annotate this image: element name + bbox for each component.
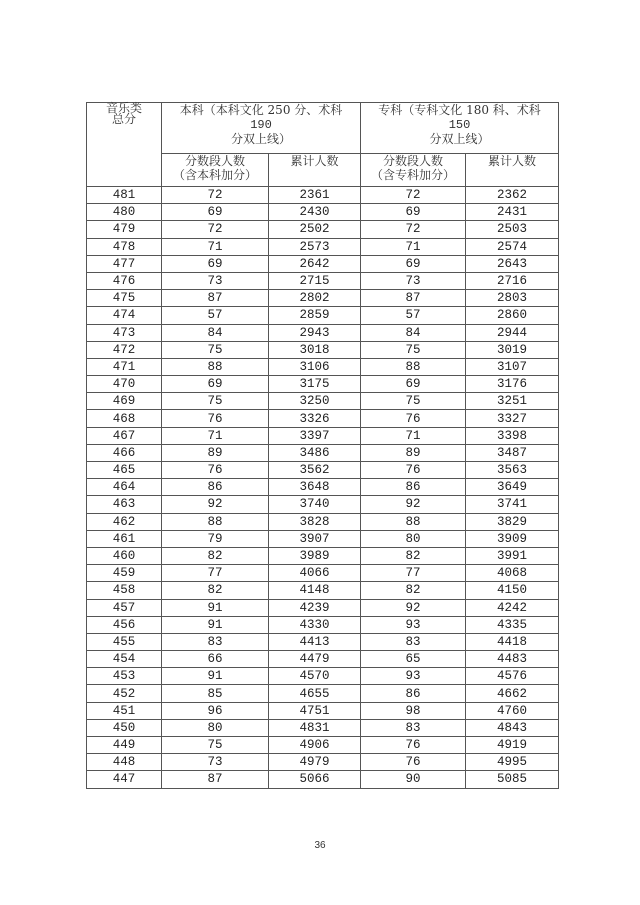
cell-zhuanke-cumulative: 4483 bbox=[466, 651, 559, 668]
cell-zhuanke-cumulative: 4662 bbox=[466, 685, 559, 702]
cell-zhuanke-count: 90 bbox=[361, 771, 466, 788]
cell-zhuanke-count: 71 bbox=[361, 238, 466, 255]
cell-benke-cumulative: 3397 bbox=[269, 427, 361, 444]
cell-benke-count: 57 bbox=[162, 307, 269, 324]
header-zhuanke-group bbox=[361, 103, 559, 154]
cell-benke-count: 91 bbox=[162, 668, 269, 685]
table-row bbox=[87, 582, 559, 599]
cell-benke-cumulative: 3326 bbox=[269, 410, 361, 427]
header-zhuanke-line3: 分双上线） bbox=[429, 132, 490, 146]
cell-zhuanke-cumulative: 3649 bbox=[466, 479, 559, 496]
table-row bbox=[87, 255, 559, 272]
cell-benke-cumulative: 4330 bbox=[269, 616, 361, 633]
header-benke-cumulative: 累计人数 bbox=[269, 154, 361, 187]
cell-total-score: 453 bbox=[87, 668, 162, 685]
score-distribution-table bbox=[86, 102, 559, 789]
table-row bbox=[87, 187, 559, 204]
cell-benke-cumulative: 4413 bbox=[269, 633, 361, 650]
cell-benke-cumulative: 3562 bbox=[269, 462, 361, 479]
cell-zhuanke-cumulative: 3107 bbox=[466, 358, 559, 375]
table-row bbox=[87, 754, 559, 771]
cell-benke-cumulative: 4239 bbox=[269, 599, 361, 616]
cell-benke-cumulative: 2642 bbox=[269, 255, 361, 272]
cell-total-score: 475 bbox=[87, 290, 162, 307]
table-row bbox=[87, 307, 559, 324]
table-row bbox=[87, 685, 559, 702]
header-benke-count-line1: 分数段人数 bbox=[184, 154, 245, 168]
cell-zhuanke-count: 86 bbox=[361, 685, 466, 702]
cell-benke-cumulative: 4570 bbox=[269, 668, 361, 685]
table-row bbox=[87, 513, 559, 530]
cell-zhuanke-count: 76 bbox=[361, 410, 466, 427]
cell-benke-count: 72 bbox=[162, 187, 269, 204]
table-row bbox=[87, 272, 559, 289]
cell-benke-cumulative: 3648 bbox=[269, 479, 361, 496]
cell-total-score: 459 bbox=[87, 565, 162, 582]
cell-total-score: 473 bbox=[87, 324, 162, 341]
cell-benke-count: 86 bbox=[162, 479, 269, 496]
cell-zhuanke-cumulative: 2643 bbox=[466, 255, 559, 272]
cell-total-score: 474 bbox=[87, 307, 162, 324]
cell-benke-count: 69 bbox=[162, 204, 269, 221]
cell-total-score: 465 bbox=[87, 462, 162, 479]
cell-zhuanke-cumulative: 2716 bbox=[466, 272, 559, 289]
cell-zhuanke-count: 57 bbox=[361, 307, 466, 324]
cell-total-score: 476 bbox=[87, 272, 162, 289]
cell-zhuanke-cumulative: 4418 bbox=[466, 633, 559, 650]
cell-zhuanke-cumulative: 4150 bbox=[466, 582, 559, 599]
table-row bbox=[87, 496, 559, 513]
cell-benke-cumulative: 3828 bbox=[269, 513, 361, 530]
table-row bbox=[87, 737, 559, 754]
cell-zhuanke-count: 72 bbox=[361, 187, 466, 204]
cell-benke-cumulative: 4831 bbox=[269, 719, 361, 736]
header-total-score-line1: 音乐类 bbox=[105, 101, 142, 115]
cell-zhuanke-count: 75 bbox=[361, 341, 466, 358]
cell-zhuanke-count: 76 bbox=[361, 462, 466, 479]
cell-zhuanke-count: 84 bbox=[361, 324, 466, 341]
cell-zhuanke-count: 69 bbox=[361, 204, 466, 221]
cell-benke-count: 75 bbox=[162, 393, 269, 410]
cell-total-score: 467 bbox=[87, 427, 162, 444]
cell-benke-cumulative: 4906 bbox=[269, 737, 361, 754]
cell-benke-cumulative: 3175 bbox=[269, 376, 361, 393]
header-zhuanke-count-line1: 分数段人数 bbox=[383, 154, 444, 168]
cell-zhuanke-count: 72 bbox=[361, 221, 466, 238]
cell-zhuanke-count: 92 bbox=[361, 599, 466, 616]
table-row bbox=[87, 565, 559, 582]
table-row bbox=[87, 410, 559, 427]
cell-total-score: 464 bbox=[87, 479, 162, 496]
table-row bbox=[87, 668, 559, 685]
cell-benke-cumulative: 5066 bbox=[269, 771, 361, 788]
cell-benke-count: 80 bbox=[162, 719, 269, 736]
cell-total-score: 472 bbox=[87, 341, 162, 358]
cell-zhuanke-count: 76 bbox=[361, 754, 466, 771]
table-row bbox=[87, 479, 559, 496]
cell-benke-count: 76 bbox=[162, 462, 269, 479]
cell-zhuanke-cumulative: 4919 bbox=[466, 737, 559, 754]
cell-benke-count: 66 bbox=[162, 651, 269, 668]
cell-benke-count: 79 bbox=[162, 530, 269, 547]
cell-benke-count: 87 bbox=[162, 290, 269, 307]
table-row bbox=[87, 530, 559, 547]
cell-zhuanke-cumulative: 3176 bbox=[466, 376, 559, 393]
cell-zhuanke-count: 75 bbox=[361, 393, 466, 410]
cell-benke-cumulative: 2502 bbox=[269, 221, 361, 238]
cell-zhuanke-count: 69 bbox=[361, 376, 466, 393]
cell-total-score: 462 bbox=[87, 513, 162, 530]
cell-zhuanke-count: 65 bbox=[361, 651, 466, 668]
cell-benke-cumulative: 4066 bbox=[269, 565, 361, 582]
cell-benke-count: 69 bbox=[162, 255, 269, 272]
header-zhuanke-line1: 专科（专科文化 180 科、术科 bbox=[378, 103, 541, 117]
cell-zhuanke-cumulative: 4335 bbox=[466, 616, 559, 633]
header-benke-line2: 190 bbox=[250, 118, 272, 132]
cell-benke-cumulative: 3989 bbox=[269, 547, 361, 564]
cell-total-score: 455 bbox=[87, 633, 162, 650]
cell-zhuanke-count: 82 bbox=[361, 547, 466, 564]
cell-total-score: 458 bbox=[87, 582, 162, 599]
cell-total-score: 468 bbox=[87, 410, 162, 427]
table-row bbox=[87, 599, 559, 616]
table-row bbox=[87, 771, 559, 788]
cell-total-score: 463 bbox=[87, 496, 162, 513]
table-body bbox=[87, 187, 559, 789]
cell-zhuanke-cumulative: 2803 bbox=[466, 290, 559, 307]
cell-zhuanke-cumulative: 2503 bbox=[466, 221, 559, 238]
cell-zhuanke-cumulative: 4068 bbox=[466, 565, 559, 582]
cell-benke-cumulative: 2430 bbox=[269, 204, 361, 221]
table-row bbox=[87, 651, 559, 668]
cell-total-score: 481 bbox=[87, 187, 162, 204]
cell-total-score: 470 bbox=[87, 376, 162, 393]
cell-total-score: 460 bbox=[87, 547, 162, 564]
cell-zhuanke-count: 98 bbox=[361, 702, 466, 719]
cell-zhuanke-count: 89 bbox=[361, 444, 466, 461]
cell-zhuanke-count: 87 bbox=[361, 290, 466, 307]
cell-benke-cumulative: 2573 bbox=[269, 238, 361, 255]
cell-benke-cumulative: 3907 bbox=[269, 530, 361, 547]
header-total-score bbox=[87, 103, 162, 187]
cell-benke-count: 77 bbox=[162, 565, 269, 582]
cell-benke-cumulative: 2361 bbox=[269, 187, 361, 204]
cell-benke-cumulative: 2859 bbox=[269, 307, 361, 324]
cell-zhuanke-cumulative: 3327 bbox=[466, 410, 559, 427]
cell-benke-cumulative: 4751 bbox=[269, 702, 361, 719]
cell-total-score: 450 bbox=[87, 719, 162, 736]
cell-total-score: 461 bbox=[87, 530, 162, 547]
cell-benke-cumulative: 3250 bbox=[269, 393, 361, 410]
cell-benke-cumulative: 4479 bbox=[269, 651, 361, 668]
cell-benke-count: 75 bbox=[162, 737, 269, 754]
table-row bbox=[87, 376, 559, 393]
cell-zhuanke-count: 83 bbox=[361, 719, 466, 736]
cell-zhuanke-cumulative: 4760 bbox=[466, 702, 559, 719]
cell-zhuanke-count: 88 bbox=[361, 358, 466, 375]
cell-zhuanke-cumulative: 3563 bbox=[466, 462, 559, 479]
cell-zhuanke-count: 69 bbox=[361, 255, 466, 272]
cell-zhuanke-cumulative: 3909 bbox=[466, 530, 559, 547]
cell-benke-count: 82 bbox=[162, 582, 269, 599]
page-number: 36 bbox=[314, 840, 326, 851]
cell-total-score: 466 bbox=[87, 444, 162, 461]
cell-benke-count: 88 bbox=[162, 513, 269, 530]
cell-total-score: 451 bbox=[87, 702, 162, 719]
header-benke-group bbox=[162, 103, 361, 154]
table-row bbox=[87, 702, 559, 719]
cell-benke-count: 85 bbox=[162, 685, 269, 702]
cell-zhuanke-cumulative: 4576 bbox=[466, 668, 559, 685]
cell-total-score: 477 bbox=[87, 255, 162, 272]
cell-zhuanke-cumulative: 4843 bbox=[466, 719, 559, 736]
cell-benke-cumulative: 2715 bbox=[269, 272, 361, 289]
cell-benke-cumulative: 3486 bbox=[269, 444, 361, 461]
cell-total-score: 448 bbox=[87, 754, 162, 771]
cell-benke-cumulative: 4979 bbox=[269, 754, 361, 771]
cell-zhuanke-count: 92 bbox=[361, 496, 466, 513]
cell-benke-cumulative: 4655 bbox=[269, 685, 361, 702]
cell-zhuanke-cumulative: 2944 bbox=[466, 324, 559, 341]
cell-zhuanke-cumulative: 2860 bbox=[466, 307, 559, 324]
cell-zhuanke-count: 73 bbox=[361, 272, 466, 289]
cell-total-score: 457 bbox=[87, 599, 162, 616]
cell-zhuanke-cumulative: 3019 bbox=[466, 341, 559, 358]
table-row bbox=[87, 719, 559, 736]
cell-benke-count: 91 bbox=[162, 616, 269, 633]
cell-benke-count: 73 bbox=[162, 754, 269, 771]
table-row bbox=[87, 238, 559, 255]
cell-zhuanke-count: 86 bbox=[361, 479, 466, 496]
cell-zhuanke-cumulative: 3487 bbox=[466, 444, 559, 461]
table-row bbox=[87, 616, 559, 633]
cell-total-score: 480 bbox=[87, 204, 162, 221]
table-row bbox=[87, 427, 559, 444]
cell-zhuanke-cumulative: 2574 bbox=[466, 238, 559, 255]
cell-benke-count: 87 bbox=[162, 771, 269, 788]
cell-zhuanke-count: 71 bbox=[361, 427, 466, 444]
cell-benke-cumulative: 2802 bbox=[269, 290, 361, 307]
cell-zhuanke-cumulative: 4242 bbox=[466, 599, 559, 616]
cell-zhuanke-cumulative: 3398 bbox=[466, 427, 559, 444]
cell-total-score: 479 bbox=[87, 221, 162, 238]
cell-zhuanke-cumulative: 3251 bbox=[466, 393, 559, 410]
header-zhuanke-line2: 150 bbox=[448, 118, 471, 132]
cell-total-score: 452 bbox=[87, 685, 162, 702]
cell-benke-count: 82 bbox=[162, 547, 269, 564]
cell-benke-count: 84 bbox=[162, 324, 269, 341]
cell-benke-count: 83 bbox=[162, 633, 269, 650]
cell-benke-count: 71 bbox=[162, 427, 269, 444]
cell-zhuanke-count: 76 bbox=[361, 737, 466, 754]
table-row bbox=[87, 290, 559, 307]
cell-benke-cumulative: 3018 bbox=[269, 341, 361, 358]
header-zhuanke-cumulative: 累计人数 bbox=[466, 154, 559, 187]
cell-benke-count: 91 bbox=[162, 599, 269, 616]
cell-benke-count: 73 bbox=[162, 272, 269, 289]
cell-zhuanke-count: 88 bbox=[361, 513, 466, 530]
cell-total-score: 469 bbox=[87, 393, 162, 410]
cell-benke-cumulative: 3740 bbox=[269, 496, 361, 513]
cell-total-score: 471 bbox=[87, 358, 162, 375]
table-row bbox=[87, 444, 559, 461]
cell-benke-count: 96 bbox=[162, 702, 269, 719]
table-row bbox=[87, 462, 559, 479]
cell-total-score: 478 bbox=[87, 238, 162, 255]
header-benke-line1: 本科（本科文化 250 分、术科 bbox=[179, 103, 343, 117]
cell-benke-cumulative: 3106 bbox=[269, 358, 361, 375]
cell-zhuanke-cumulative: 2431 bbox=[466, 204, 559, 221]
cell-zhuanke-cumulative: 3829 bbox=[466, 513, 559, 530]
cell-zhuanke-count: 83 bbox=[361, 633, 466, 650]
header-benke-count bbox=[162, 154, 269, 187]
header-benke-line3: 分双上线） bbox=[231, 132, 292, 146]
table-row bbox=[87, 633, 559, 650]
cell-total-score: 456 bbox=[87, 616, 162, 633]
table-row bbox=[87, 358, 559, 375]
cell-zhuanke-count: 93 bbox=[361, 668, 466, 685]
cell-zhuanke-count: 93 bbox=[361, 616, 466, 633]
cell-total-score: 454 bbox=[87, 651, 162, 668]
cell-zhuanke-cumulative: 3741 bbox=[466, 496, 559, 513]
cell-benke-count: 71 bbox=[162, 238, 269, 255]
cell-benke-count: 72 bbox=[162, 221, 269, 238]
cell-zhuanke-cumulative: 2362 bbox=[466, 187, 559, 204]
cell-zhuanke-cumulative: 5085 bbox=[466, 771, 559, 788]
table-row bbox=[87, 204, 559, 221]
table-row bbox=[87, 341, 559, 358]
cell-benke-count: 75 bbox=[162, 341, 269, 358]
cell-zhuanke-count: 80 bbox=[361, 530, 466, 547]
cell-benke-count: 69 bbox=[162, 376, 269, 393]
header-total-score-line2: 总分 bbox=[111, 112, 136, 126]
table-row bbox=[87, 221, 559, 238]
table-row bbox=[87, 547, 559, 564]
cell-benke-cumulative: 2943 bbox=[269, 324, 361, 341]
cell-total-score: 447 bbox=[87, 771, 162, 788]
cell-benke-count: 88 bbox=[162, 358, 269, 375]
cell-benke-count: 89 bbox=[162, 444, 269, 461]
cell-zhuanke-count: 77 bbox=[361, 565, 466, 582]
table-row bbox=[87, 393, 559, 410]
cell-total-score: 449 bbox=[87, 737, 162, 754]
header-zhuanke-count-line2: （含专科加分） bbox=[371, 168, 456, 182]
cell-zhuanke-cumulative: 4995 bbox=[466, 754, 559, 771]
cell-zhuanke-count: 82 bbox=[361, 582, 466, 599]
cell-benke-count: 76 bbox=[162, 410, 269, 427]
header-benke-count-line2: （含本科加分） bbox=[172, 168, 257, 182]
table-row bbox=[87, 324, 559, 341]
cell-benke-cumulative: 4148 bbox=[269, 582, 361, 599]
cell-benke-count: 92 bbox=[162, 496, 269, 513]
cell-zhuanke-cumulative: 3991 bbox=[466, 547, 559, 564]
header-zhuanke-count bbox=[361, 154, 466, 187]
